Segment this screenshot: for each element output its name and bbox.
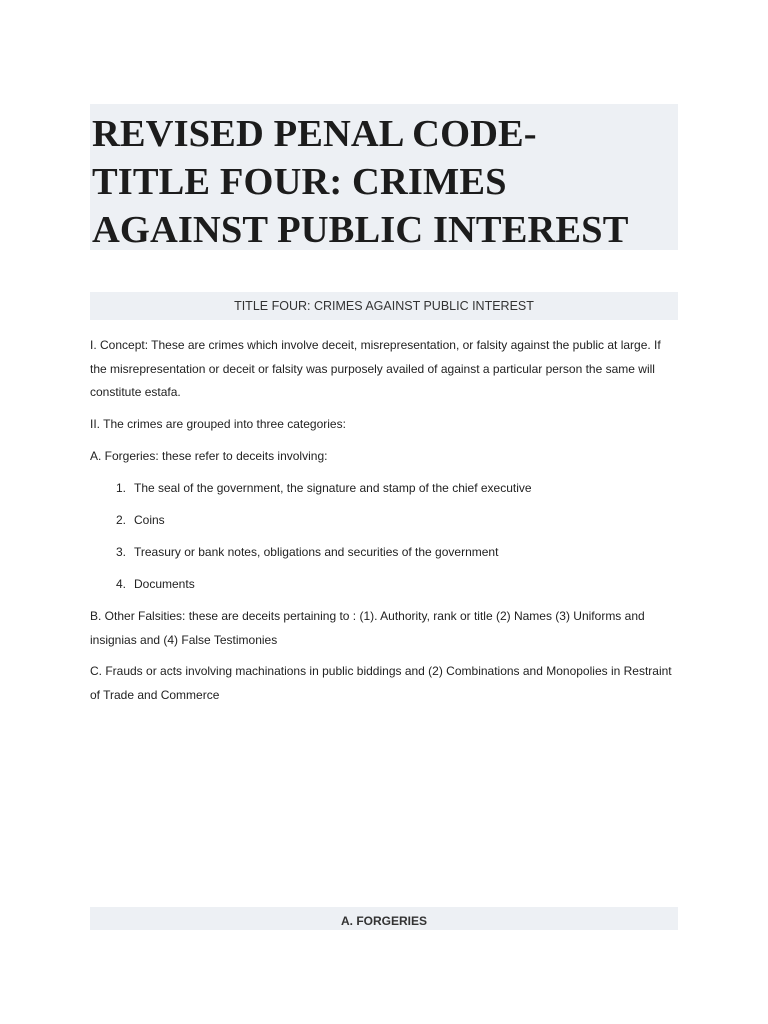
list-item — [90, 509, 678, 541]
categories-paragraph: II. The crimes are grouped into three categories: — [90, 417, 346, 431]
list-item-number: 3. — [115, 545, 126, 559]
forgeries-heading-bar: A. FORGERIES — [90, 907, 678, 930]
section-heading-bar: TITLE FOUR: CRIMES AGAINST PUBLIC INTEREST — [90, 292, 678, 320]
list-item-text: Documents — [134, 577, 195, 591]
list-item — [90, 477, 678, 509]
frauds-paragraph: C. Frauds or acts involving machinations in public biddings and (2) Combinations and Monopolies in Restraint of Trade and Commerce — [90, 664, 672, 702]
main-title-line: AGAINST PUBLIC INTEREST — [92, 209, 629, 251]
list-item — [90, 541, 678, 573]
forgeries-intro-paragraph: A. Forgeries: these refer to deceits involving: — [90, 449, 328, 463]
list-item-text: Treasury or bank notes, obligations and securities of the government — [134, 545, 499, 559]
main-title-box — [90, 104, 678, 250]
other-falsities-paragraph: B. Other Falsities: these are deceits pertaining to : (1). Authority, rank or title (2) Names (3) Uniforms and insignias and (4) False Testimonies — [90, 609, 645, 647]
list-item-text: Coins — [134, 513, 165, 527]
main-title-line: TITLE FOUR: CRIMES — [92, 161, 507, 203]
concept-paragraph: I. Concept: These are crimes which involve deceit, misrepresentation, or falsity against the public at large. If the misrepresentation or deceit or falsity was purposely availed of against a particular person the same will constitute estafa. — [90, 338, 661, 399]
main-title-line: REVISED PENAL CODE- — [92, 113, 537, 155]
list-item-text: The seal of the government, the signature and stamp of the chief executive — [134, 481, 532, 495]
list-item-number: 4. — [115, 577, 126, 591]
list-item-number: 1. — [115, 481, 126, 495]
list-item — [90, 573, 678, 605]
list-item-number: 2. — [115, 513, 126, 527]
forgery-list — [90, 477, 678, 605]
main-title — [90, 104, 678, 254]
